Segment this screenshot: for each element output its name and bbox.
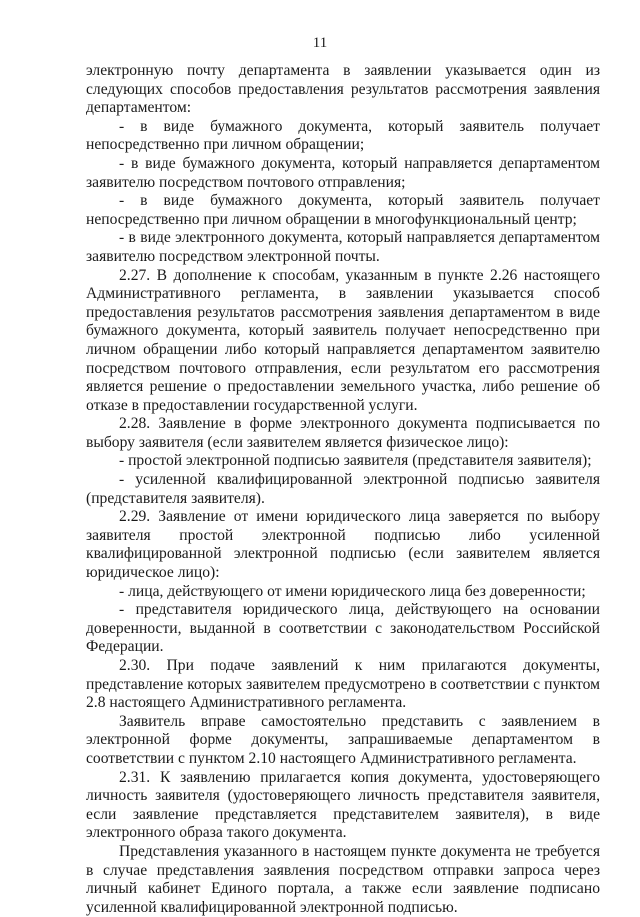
paragraph: Представления указанного в настоящем пункте документа не требуется в случае представления заявления посредством отправки запроса через личный кабинет Единого портала, а также если заявление подписано усиленной квалифицированной электронной подписью.	[86, 842, 600, 916]
paragraph: - в виде бумажного документа, который заявитель получает непосредственно при личном обращении;	[86, 117, 600, 154]
document-body	[86, 62, 600, 917]
paragraph: - в виде электронного документа, который направляется департаментом заявителю посредством электронной почты.	[86, 229, 600, 265]
paragraph: 2.30. При подаче заявлений к ним прилагаются документы, представление которых заявителем предусмотрено в соответствии с пунктом 2.8 настоящего Административного регламента.	[86, 657, 600, 712]
paragraph: 2.29. Заявление от имени юридического лица заверяется по выбору заявителя простой электронной подписью либо усиленной квалифицированной электронной подписью (если заявителем является юридическое лицо):	[86, 508, 600, 582]
paragraph: - простой электронной подписью заявителя (представителя заявителя);	[119, 452, 592, 470]
page-number: 11	[312, 35, 328, 51]
paragraph: 2.28. Заявление в форме электронного документа подписывается по выбору заявителя (если заявителем является физическое лицо):	[86, 415, 600, 451]
paragraph: 2.27. В дополнение к способам, указанным в пункте 2.26 настоящего Административного регламента, в заявлении указывается способ предоставления результатов рассмотрения заявления департаментом в виде бумажного документа, который заявитель получает непосредственно при личном обращении либо который направляется департаментом заявителю посредством почтового отправления, если результатом его рассмотрения является решение о предоставлении земельного участка, либо решение об отказе в предоставлении государственной услуги.	[86, 266, 600, 414]
paragraph: 2.31. К заявлению прилагается копия документа, удостоверяющего личность заявителя (удостоверяющего личность представителя заявителя, если заявление представляется представителем заявителя), в виде электронного образа такого документа.	[86, 768, 600, 842]
paragraph: - усиленной квалифицированной электронной подписью заявителя (представителя заявителя).	[86, 471, 600, 507]
paragraph: - в виде бумажного документа, который заявитель получает непосредственно при личном обращении в многофункциональный центр;	[86, 192, 600, 228]
paragraph: Заявитель вправе самостоятельно представить с заявлением в электронной форме документы, запрашиваемые департаментом в соответствии с пунктом 2.10 настоящего Административного регламента.	[86, 712, 600, 767]
paragraph: - в виде бумажного документа, который направляется департаментом заявителю посредством почтового отправления;	[86, 154, 600, 191]
paragraph: - лица, действующего от имени юридического лица без доверенности;	[119, 582, 586, 600]
paragraph: - представителя юридического лица, действующего на основании доверенности, выданной в соответствии с законодательством Российской Федерации.	[86, 601, 600, 656]
paragraph: электронную почту департамента в заявлении указывается один из следующих способов предоставления результатов рассмотрения заявления департаментом:	[86, 62, 600, 117]
